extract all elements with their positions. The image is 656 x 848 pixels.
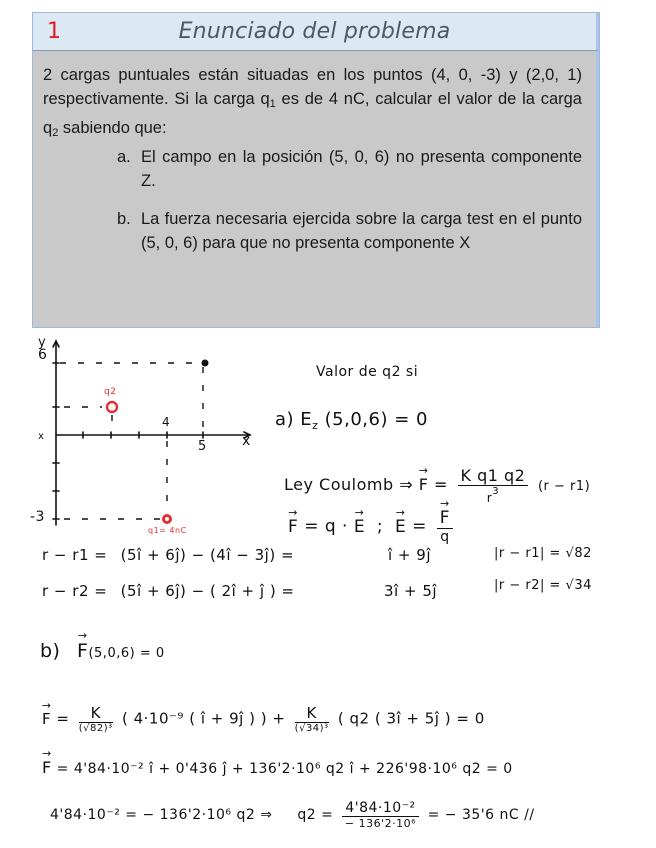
x-component-equation: 4'84·10⁻² = − 136'2·10⁶ q2 ⇒ [50, 807, 273, 823]
tick-label-y-minus-3: -3 [30, 509, 45, 525]
equals: = [434, 475, 448, 494]
intro-line-3: valor de la carga q [43, 90, 582, 137]
equals-q: = q · [304, 516, 354, 537]
q2-label: q2 = [297, 807, 334, 823]
lhs: r − r1 = [42, 546, 108, 564]
coulomb-fraction [458, 466, 529, 505]
problem-items [43, 145, 582, 255]
r-minus-r1-magnitude: |r − r1| = √82 [494, 546, 592, 561]
expanded-terms: = 4'84·10⁻² î + 0'436 ĵ + 136'2·10⁶ q2 î + 226'98·10⁶ q2 = 0 [56, 761, 513, 777]
charge-q2 [107, 402, 117, 412]
denominator: − 136'2·10⁶ [344, 817, 417, 830]
force-vector: → F [42, 758, 52, 777]
expression: (5î + 6ĵ) − ( 2î + ĵ ) = [120, 582, 295, 600]
numerator: K q1 q2 [458, 466, 529, 486]
intro-line-2: (2,0, 1) respectivamente. Si la carga q [43, 66, 582, 108]
part-b-condition [40, 640, 165, 662]
item-text: La fuerza necesaria ejercida sobre la carga test en el punto (5, 0, 6) para que no presenta componente X [141, 210, 582, 252]
part-a-sub: z [312, 419, 319, 432]
problem-body [33, 51, 599, 327]
subscript-1: 1 [269, 98, 276, 110]
force-vector: → F [419, 475, 429, 494]
tick-label-x-4: 4 [162, 415, 171, 429]
part-b-rest: (5,0,6) = 0 [88, 646, 165, 661]
problem-number: 1 [47, 19, 61, 44]
coulomb-law [284, 466, 590, 505]
numerator: K [79, 704, 113, 723]
intro-line-3-end: sabiendo que: [58, 119, 167, 137]
tick-label-x-5: 5 [198, 439, 207, 454]
force-vector: → F [288, 517, 298, 537]
force-vector: → F [42, 710, 51, 728]
numerator: K [295, 704, 329, 723]
item-marker: b. [117, 210, 131, 228]
field-vector: → E [395, 517, 406, 537]
denominator: (√82)³ [78, 723, 113, 734]
r-minus-r1-line [42, 546, 294, 564]
solve-q2-equation [50, 800, 535, 830]
field-fraction [437, 508, 453, 545]
part-a-label: a) E [275, 409, 313, 430]
denominator: (√34)³ [294, 723, 329, 734]
x-axis-label: x [242, 433, 251, 449]
problem-item-b [43, 207, 582, 255]
field-vector: → E [354, 517, 365, 537]
problem-title: Enunciado del problema [178, 19, 451, 44]
numerator: → F [437, 508, 453, 529]
term-q1: ( 4·10⁻⁹ ( î + 9ĵ ) ) + [121, 709, 286, 728]
force-expanded-equation [42, 758, 513, 777]
part-b-label: b) [40, 640, 61, 662]
q2-result: = − 35'6 nC // [427, 807, 535, 823]
r-minus-r2-magnitude: |r − r2| = √34 [494, 578, 592, 593]
term-q2: ( q2 ( 3î + 5ĵ ) = 0 [337, 709, 485, 728]
field-relation [288, 508, 457, 545]
intro-line-2-end: es de 4 nC, calcular el [275, 90, 451, 108]
coulomb-prefix: Ley Coulomb ⇒ [284, 475, 414, 494]
axes-svg [20, 335, 280, 535]
r-minus-r1-result: î + 9ĵ [388, 546, 431, 564]
q2-label: q2 [104, 387, 117, 397]
fraction-k-34 [295, 704, 329, 734]
lhs: r − r2 = [42, 582, 108, 600]
intro-line-1: 2 cargas puntuales están situadas en los puntos (4, 0, -3) y [43, 66, 518, 84]
separator: ; [376, 516, 384, 537]
denominator: q [440, 529, 450, 545]
item-text: El campo en la posición (5, 0, 6) no presenta componente Z. [141, 148, 582, 190]
r-minus-r2-line [42, 582, 295, 600]
position-difference: (r − r1) [537, 479, 591, 494]
problem-intro [43, 63, 582, 145]
force-vector: → F [77, 640, 88, 662]
problem-header [33, 13, 599, 51]
tick-label-y-6: 6 [38, 347, 48, 363]
svg-text:x: x [38, 431, 44, 442]
problem-statement-box [32, 12, 600, 328]
subscript-2: 2 [52, 127, 59, 139]
test-point [202, 360, 209, 367]
q2-fraction [342, 800, 418, 830]
item-marker: a. [117, 148, 131, 166]
equals: = [412, 516, 427, 537]
force-sum-equation [42, 704, 485, 734]
problem-item-a [43, 145, 582, 193]
expression: (5î + 6ĵ) − (4î − 3ĵ) = [120, 546, 295, 564]
coordinate-diagram [20, 335, 280, 535]
numerator: 4'84·10⁻² [342, 800, 418, 817]
denominator: $r^3$ [486, 486, 500, 505]
notes-heading: Valor de q2 si [316, 364, 419, 380]
part-a-condition [275, 409, 428, 432]
equals: = [56, 709, 70, 728]
y-axis-label: y [38, 335, 47, 350]
r-minus-r2-result: 3î + 5ĵ [384, 582, 438, 600]
fraction-k-82 [79, 704, 113, 734]
q1-label: q1= 4nC [148, 526, 187, 535]
part-a-rest: (5,0,6) = 0 [318, 409, 428, 430]
